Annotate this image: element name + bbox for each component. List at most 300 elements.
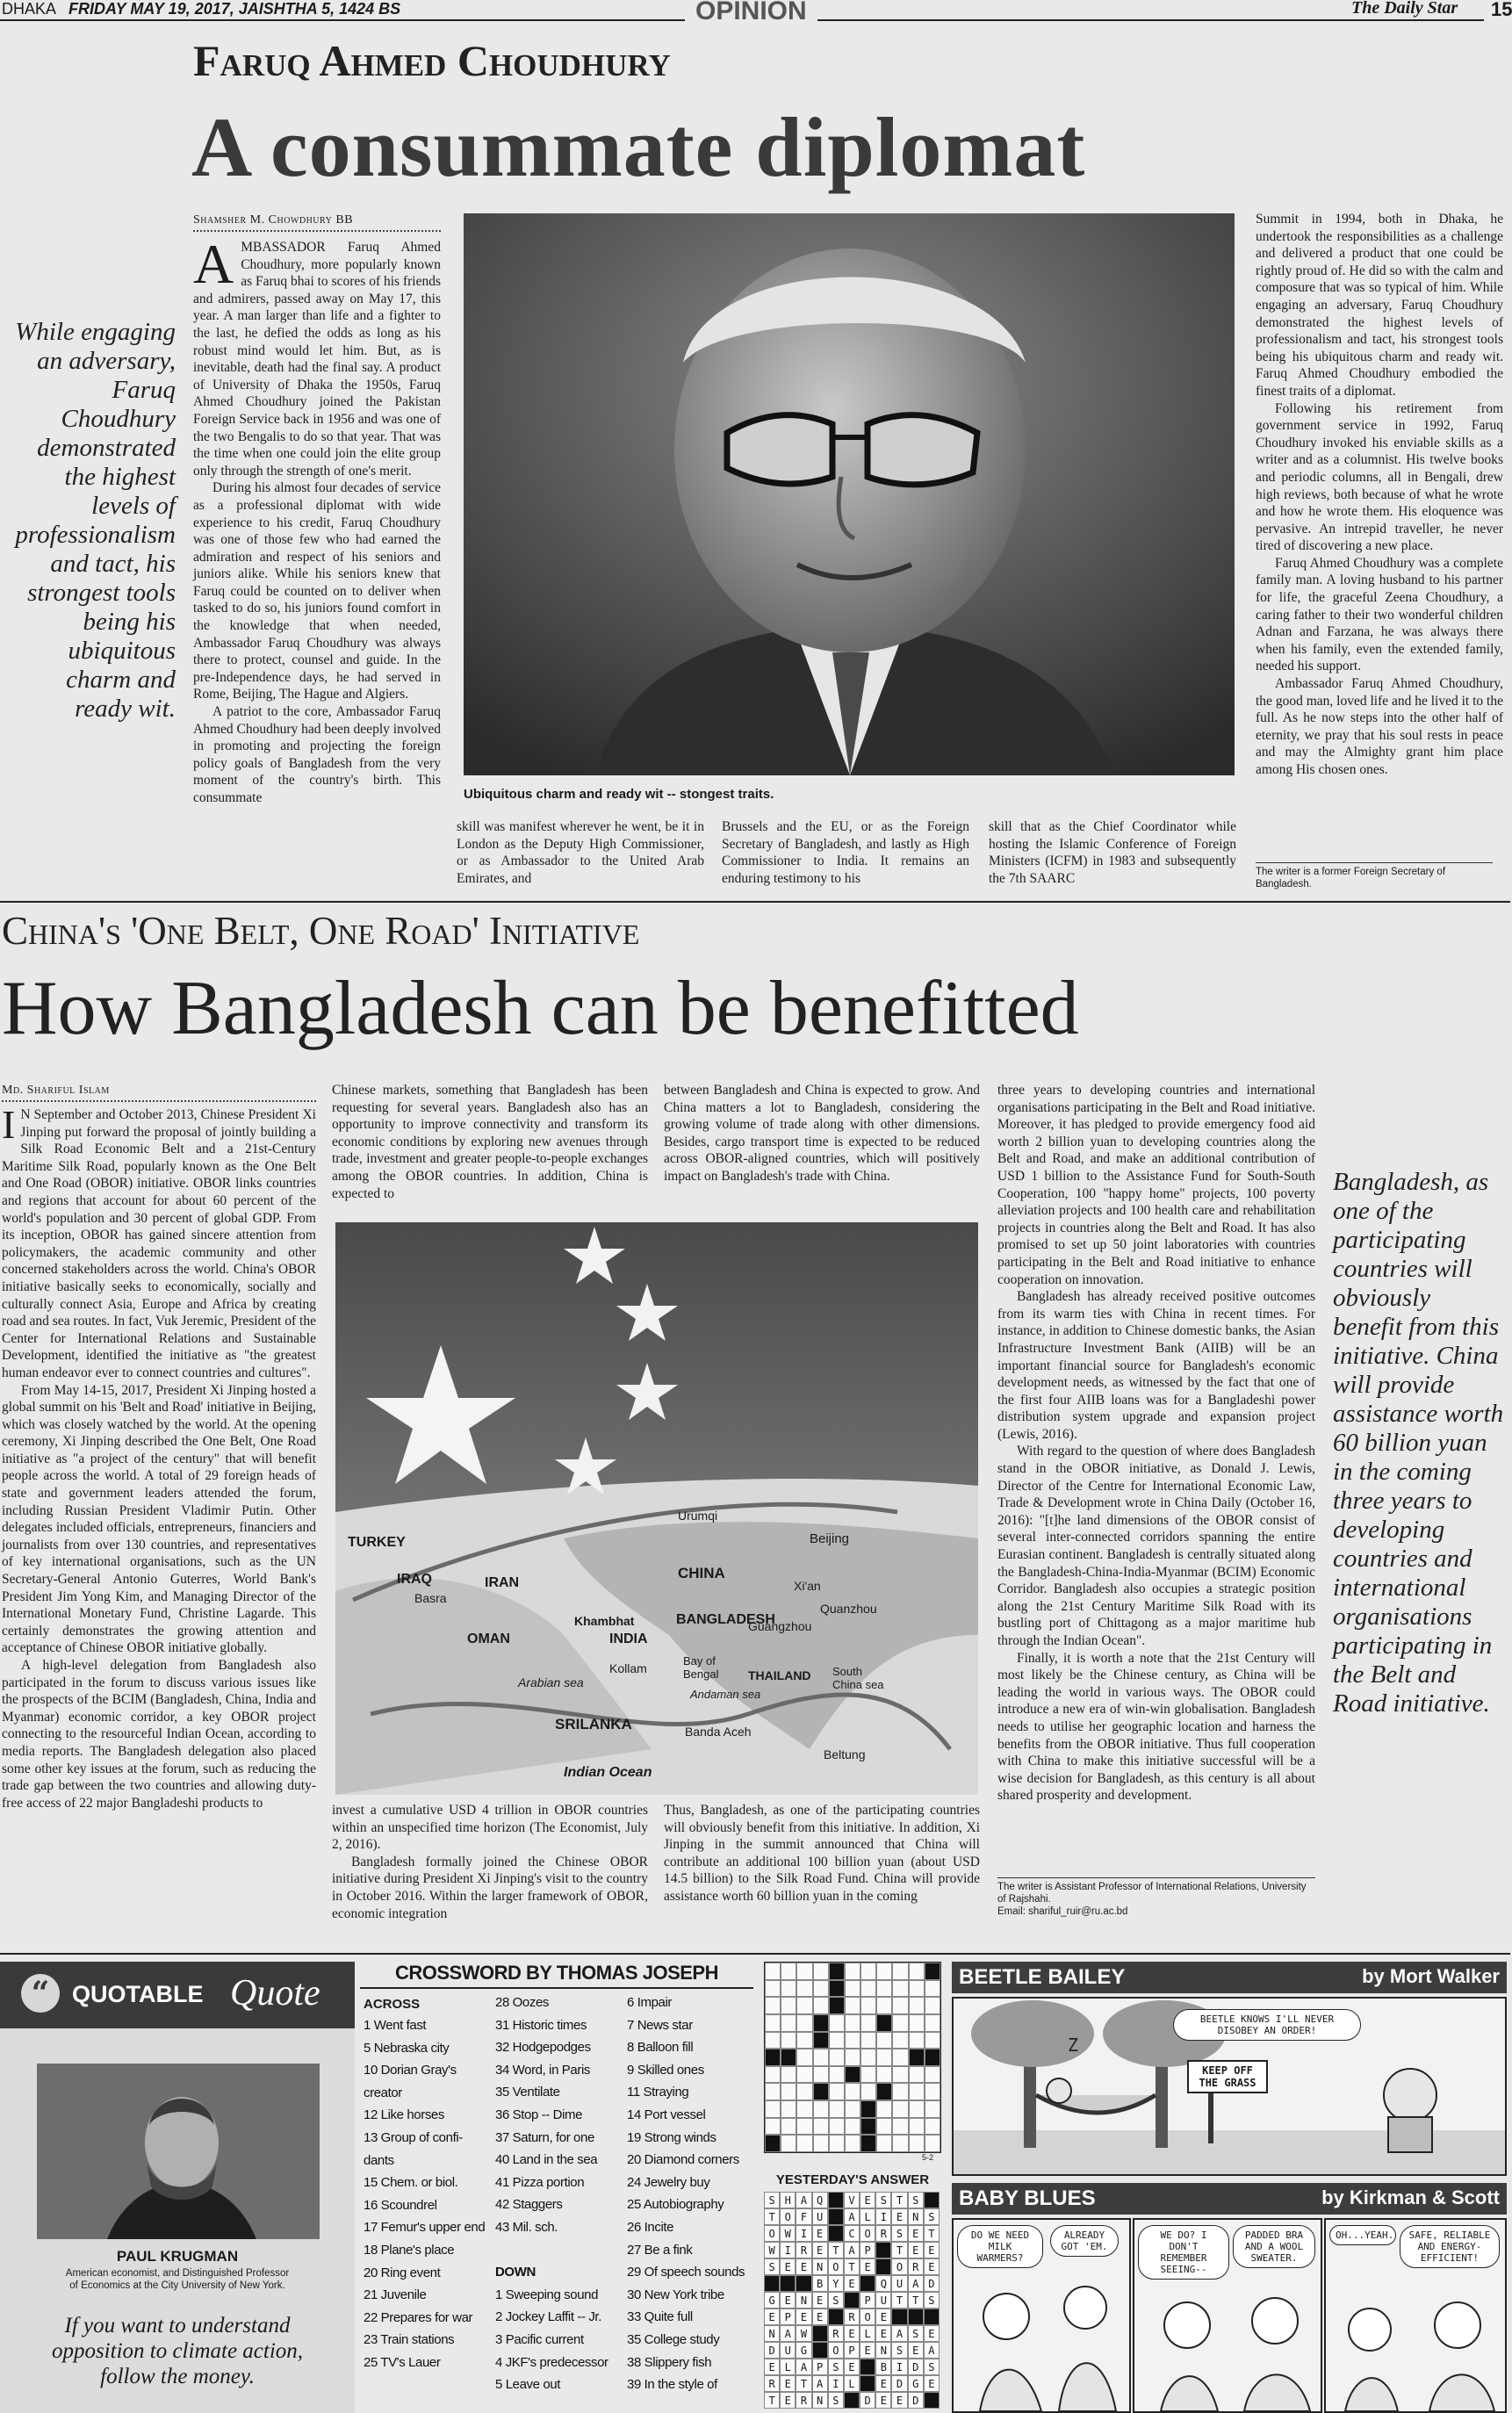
quotable-quote-box <box>0 1962 355 2413</box>
answer-cell: R <box>828 2325 844 2342</box>
answer-cell: U <box>891 2275 907 2292</box>
clue: 33 Quite full <box>627 2309 693 2325</box>
grid-cell[interactable] <box>796 1963 812 1980</box>
grid-cell[interactable] <box>909 2049 925 2066</box>
story1-photo-caption: Ubiquitous charm and ready wit -- stongest traits. <box>464 787 774 802</box>
grid-cell[interactable] <box>829 2032 845 2049</box>
answer-cell <box>908 2309 924 2325</box>
answer-cell <box>875 2242 891 2258</box>
clue: 31 Historic times <box>495 2017 587 2033</box>
grid-cell[interactable] <box>845 1997 860 2014</box>
quote-author-desc: American economist, and Distinguished Professor of Economics at the City University of New York. <box>65 2268 290 2291</box>
crossword-grid-area <box>760 1962 945 2413</box>
quote-text: If you want to understand opposition to climate action, follow the money. <box>51 2314 304 2388</box>
answer-cell: S <box>924 2208 940 2225</box>
answer-cell: E <box>891 2208 907 2225</box>
story2-col4 <box>997 1082 1315 1863</box>
story1-headline: A consummate diplomat <box>191 100 1086 194</box>
clue: 16 Scoundrel <box>364 2197 437 2213</box>
grid-cell[interactable] <box>860 2049 876 2066</box>
answer-cell <box>780 2275 796 2292</box>
answer-cell: L <box>780 2359 796 2375</box>
grid-cell[interactable] <box>845 2032 860 2049</box>
map-label: TURKEY <box>348 1535 406 1550</box>
grid-cell[interactable] <box>765 2083 781 2100</box>
grid-cell[interactable] <box>925 2083 940 2100</box>
obor-map-graphic <box>335 1222 978 1795</box>
grid-cell[interactable] <box>765 2066 781 2084</box>
grid-cell[interactable] <box>892 2014 908 2032</box>
story2-col2b-p2: Bangladesh formally joined the Chinese OBOR initiative during President Xi Jinping's visit to the country in October 2016. Within the larger framework of OBOR, economic integration <box>332 1854 648 1921</box>
grid-cell[interactable] <box>892 2032 908 2049</box>
clue: 35 Ventilate <box>495 2085 560 2100</box>
story2-col3-bottom: Thus, Bangladesh, as one of the participating countries will obviously benefit from this initiative. In addition, Xi Jinping in the summit announced that China will contribute an additional 100 billion yuan (about USD 14.5 billion) to the Silk Road Fund. China will provide assistance worth 60 billion yuan in the coming <box>664 1803 980 1904</box>
section-divider <box>0 901 1510 903</box>
answer-cell: S <box>875 2192 891 2208</box>
grid-cell[interactable] <box>892 2100 908 2118</box>
grid-cell[interactable] <box>845 2066 860 2084</box>
grid-cell[interactable] <box>845 2100 860 2118</box>
grid-cell[interactable] <box>845 2014 860 2032</box>
map-label: Guangzhou <box>748 1619 812 1633</box>
grid-cell[interactable] <box>813 1997 829 2014</box>
answer-cell: P <box>844 2342 860 2359</box>
grid-cell[interactable] <box>925 2118 940 2136</box>
clue: 14 Port vessel <box>627 2107 706 2122</box>
grid-cell[interactable] <box>845 2118 860 2136</box>
clue: 11 Straying <box>627 2085 689 2100</box>
grid-cell[interactable] <box>829 2100 845 2118</box>
grid-cell[interactable] <box>781 1963 796 1980</box>
grid-cell[interactable] <box>925 2049 940 2066</box>
story2-headline: How Bangladesh can be benefitted <box>2 966 1079 1051</box>
page-number: 15 <box>1484 0 1512 21</box>
grid-cell[interactable] <box>813 1980 829 1998</box>
grid-cell[interactable] <box>876 2135 892 2152</box>
story1-col4: skill that as the Chief Coordinator while hosting the Islamic Conference of Foreign Ministers (ICFM) in 1983 and subsequently the 7th SAARC <box>989 819 1236 886</box>
grid-cell[interactable] <box>765 2100 781 2118</box>
grid-cell[interactable] <box>796 2066 812 2084</box>
grid-cell[interactable] <box>925 2032 940 2049</box>
story2-writer-email: Email: shariful_ruir@ru.ac.bd <box>997 1906 1128 1917</box>
answer-cell: E <box>764 2359 780 2375</box>
answer-cell: B <box>812 2275 828 2292</box>
svg-text:Z: Z <box>1068 2035 1079 2056</box>
story1-col2: skill was manifest wherever he went, be it in London as the Deputy High Commissioner, or as Ambassador to the United Arab Emirates, and <box>457 819 704 886</box>
grid-cell[interactable] <box>813 2118 829 2136</box>
grid-cell[interactable] <box>829 2118 845 2136</box>
obor-map <box>335 1222 978 1795</box>
grid-cell[interactable] <box>876 1980 892 1998</box>
grid-cell[interactable] <box>860 2135 876 2152</box>
answer-cell: E <box>844 2275 860 2292</box>
answer-cell: A <box>796 2192 811 2208</box>
map-label: THAILAND <box>748 1668 811 1682</box>
grid-cell[interactable] <box>845 2049 860 2066</box>
answer-cell: U <box>875 2292 891 2309</box>
grid-cell[interactable] <box>845 2135 860 2152</box>
grid-cell[interactable] <box>796 1980 812 1998</box>
answer-cell: F <box>796 2208 811 2225</box>
grid-cell[interactable] <box>860 2100 876 2118</box>
answer-cell: E <box>860 2258 875 2275</box>
story1-pullquote: While engaging an adversary, Faruq Choudhury demonstrated the highest levels of professionalism and tact, his strongest tools being his ubiquitous charm and ready wit. <box>15 318 176 723</box>
map-label: Beltung <box>824 1747 866 1761</box>
grid-cell[interactable] <box>925 2014 940 2032</box>
baby-blues-title: BABY BLUES <box>959 2186 1096 2210</box>
grid-cell[interactable] <box>781 2100 796 2118</box>
crossword-grid[interactable] <box>764 1962 941 2153</box>
grid-cell[interactable] <box>813 2049 829 2066</box>
answer-cell: T <box>764 2392 780 2409</box>
answer-cell: A <box>812 2375 828 2392</box>
answer-cell: E <box>764 2309 780 2325</box>
answer-cell: E <box>924 2325 940 2342</box>
clue: 40 Land in the sea <box>495 2152 598 2168</box>
grid-cell[interactable] <box>925 2100 940 2118</box>
comics <box>952 1962 1510 2413</box>
grid-cell[interactable] <box>925 2135 940 2152</box>
grid-cell[interactable] <box>813 2083 829 2100</box>
answer-cell: E <box>812 2242 828 2258</box>
answer-cell: N <box>796 2292 811 2309</box>
baby-blues-panel-2 <box>1133 2218 1322 2413</box>
answer-cell: O <box>764 2225 780 2242</box>
answer-cell: U <box>780 2342 796 2359</box>
clue: 6 Impair <box>627 1995 672 2010</box>
grid-cell[interactable] <box>829 1980 845 1998</box>
answer-cell: R <box>844 2309 860 2325</box>
answer-cell: N <box>875 2342 891 2359</box>
answer-cell: N <box>764 2325 780 2342</box>
grid-cell[interactable] <box>876 2049 892 2066</box>
grid-cell[interactable] <box>796 2135 812 2152</box>
grid-cell[interactable] <box>765 1963 781 1980</box>
map-label: OMAN <box>467 1631 510 1646</box>
answer-cell <box>924 2392 940 2409</box>
answer-cell: E <box>908 2342 924 2359</box>
grid-cell[interactable] <box>796 2118 812 2136</box>
clue: 35 College study <box>627 2331 720 2347</box>
answer-cell: E <box>908 2225 924 2242</box>
answer-cell: E <box>908 2242 924 2258</box>
grid-cell[interactable] <box>909 2100 925 2118</box>
grid-cell[interactable] <box>845 1963 860 1980</box>
answer-cell <box>844 2392 860 2409</box>
clue: 42 Staggers <box>495 2197 563 2213</box>
answer-cell: A <box>844 2242 860 2258</box>
grid-cell[interactable] <box>876 2118 892 2136</box>
story1-col1-p2: During his almost four decades of service as a professional diplomat with wide experience to his credit, Faruq Choudhury was one of those few who had earned the admiration and respect of his seniors and juniors alike. While his seniors knew that Faruq could be counted on to deliver when tasked to do so, his juniors found comfort in the knowledge that when needed, Ambassador Faruq Choudhury was always there to protect, counsel and guide. In the pre-Independence days, he had served in Rome, Beijing, The Hague and Algiers. <box>193 480 441 702</box>
grid-cell[interactable] <box>909 2032 925 2049</box>
answer-cell: S <box>908 2192 924 2208</box>
answer-cell: E <box>924 2375 940 2392</box>
grid-cell[interactable] <box>860 2066 876 2084</box>
map-label: Basra <box>414 1591 447 1605</box>
grid-cell[interactable] <box>781 1997 796 2014</box>
grid-cell[interactable] <box>781 2066 796 2084</box>
map-label: IRAN <box>485 1575 520 1590</box>
grid-cell[interactable] <box>813 1963 829 1980</box>
answer-cell: S <box>891 2225 907 2242</box>
answer-cell <box>891 2309 907 2325</box>
grid-cell[interactable] <box>781 2135 796 2152</box>
answer-cell <box>828 2192 844 2208</box>
grid-cell[interactable] <box>909 1997 925 2014</box>
answer-cell: T <box>924 2225 940 2242</box>
clue: 22 Prepares for war <box>364 2309 473 2325</box>
grid-cell[interactable] <box>829 1997 845 2014</box>
grid-cell[interactable] <box>860 2083 876 2100</box>
across-clues-col1 <box>364 2014 493 2374</box>
clue: 38 Slippery fish <box>627 2354 712 2370</box>
baby-blues-header <box>952 2183 1507 2215</box>
grid-cell[interactable] <box>860 2118 876 2136</box>
grid-cell[interactable] <box>925 1963 940 1980</box>
answer-cell: N <box>812 2392 828 2409</box>
answer-cell: O <box>780 2208 796 2225</box>
bubble: WE DO? I DON'T REMEMBER SEEING-- <box>1138 2225 1229 2280</box>
grid-cell[interactable] <box>829 2135 845 2152</box>
grid-cell[interactable] <box>781 2049 796 2066</box>
clue: 39 In the style of <box>627 2377 717 2393</box>
grid-cell[interactable] <box>813 2066 829 2084</box>
grid-cell[interactable] <box>860 2014 876 2032</box>
answer-cell: W <box>764 2242 780 2258</box>
story2-writer-note <box>997 1877 1315 1918</box>
story1-col5-p4: Ambassador Faruq Ahmed Choudhury, the good man, loved life and he lived it to the full. As he now steps into the other half of eternity, we pray that his soul rests in peace and may the Almighty grant him place among His chosen ones. <box>1256 676 1503 777</box>
grid-cell[interactable] <box>765 2032 781 2049</box>
grid-cell[interactable] <box>781 2083 796 2100</box>
grid-cell[interactable] <box>765 1997 781 2014</box>
grid-cell[interactable] <box>813 2135 829 2152</box>
map-label: South China sea <box>832 1665 884 1691</box>
grid-cell[interactable] <box>813 2032 829 2049</box>
clue: 23 Train stations <box>364 2332 455 2348</box>
clue: 37 Saturn, for one <box>495 2129 594 2145</box>
grid-cell[interactable] <box>781 2032 796 2049</box>
grid-cell[interactable] <box>892 1963 908 1980</box>
grid-cell[interactable] <box>860 2032 876 2049</box>
grid-cell[interactable] <box>876 2032 892 2049</box>
grid-cell[interactable] <box>845 1980 860 1998</box>
story2-col2-bottom <box>332 1802 648 1922</box>
answer-cell <box>860 2359 875 2375</box>
grid-cell[interactable] <box>796 2083 812 2100</box>
baby-blues-art-2 <box>1134 2220 1321 2411</box>
clue: 9 Skilled ones <box>627 2062 704 2078</box>
grid-cell[interactable] <box>860 1980 876 1998</box>
beetle-bailey-panel <box>952 1997 1507 2176</box>
map-label: CHINA <box>678 1565 725 1581</box>
story1-col5-p3: Faruq Ahmed Choudhury was a complete family man. A loving husband to his partner for life, the graceful Zeena Choudhury, a caring father to their two wonderful children Adnan and Farzana, he was always there when his family, even the extended family, needed his support. <box>1256 555 1503 674</box>
answer-cell: I <box>875 2208 891 2225</box>
story2-col1 <box>2 1102 316 1914</box>
answer-cell: R <box>796 2242 811 2258</box>
answer-cell <box>812 2342 828 2359</box>
grid-cell[interactable] <box>813 2100 829 2118</box>
baby-blues-art-1 <box>954 2220 1129 2411</box>
answer-cell: Q <box>875 2275 891 2292</box>
grid-cell[interactable] <box>796 2049 812 2066</box>
answer-title: YESTERDAY'S ANSWER <box>775 2172 930 2187</box>
grid-cell[interactable] <box>765 2014 781 2032</box>
story2-col1-p2: From May 14-15, 2017, President Xi Jinping hosted a global summit on his 'Belt and Road' initiative in Beijing, which was closely watched by the world. At the opening ceremony, Xi Jinping described the One Belt, One Road initiative as "a project of the century" that will benefit people across the world. A total of 29 foreign heads of state and government leaders attended the forum, including Russian President Vladimir Putin. Other delegates included officials, entrepreneurs, financiers and journalists from over 130 countries, and representatives of key international organisations, such as the UN Secretary-General Antonio Guterres, World Bank's President Jim Yong Kim, and Managing Director of the International Monetary Fund, Christine Lagarde. This certainly demonstrates the growing attention and acceptance of Chinese OBOR initiative globally. <box>2 1382 316 1656</box>
answer-cell: P <box>860 2292 875 2309</box>
grid-cell[interactable] <box>765 1980 781 1998</box>
answer-cell: E <box>875 2309 891 2325</box>
answer-cell: T <box>891 2192 907 2208</box>
grid-cell[interactable] <box>845 2083 860 2100</box>
grid-cell[interactable] <box>829 1963 845 1980</box>
story1-col1 <box>193 233 441 889</box>
baby-blues-art-3 <box>1326 2220 1505 2411</box>
answer-cell: O <box>860 2225 875 2242</box>
grid-cell[interactable] <box>813 2014 829 2032</box>
answer-cell: D <box>764 2342 780 2359</box>
answer-cell: E <box>860 2192 875 2208</box>
masthead <box>0 0 1510 23</box>
grid-cell[interactable] <box>876 2083 892 2100</box>
grid-cell[interactable] <box>925 1980 940 1998</box>
grid-cell[interactable] <box>765 2118 781 2136</box>
answer-cell: S <box>764 2258 780 2275</box>
crossword-clues <box>360 1962 753 2413</box>
grid-cell[interactable] <box>796 2100 812 2118</box>
answer-cell: I <box>828 2375 844 2392</box>
story2-col4-p1: three years to developing countries and international organisations participating in the Belt and Road initiative. Moreover, it has pledged to provide emergency food aid worth 2 billion yuan to developing countries along the Belt and Road, and make an additional contribution of USD 1 billion to the Assistance Fund for South-South Cooperation, 100 "happy home" projects, 100 poverty alleviation projects and 100 health care and rehabilitation projects in countries along the Belt and Road. It has also promised to set up 50 joint laboratories with countries participating in the Belt and Road initiative to enhance cooperation on innovation. <box>997 1083 1315 1287</box>
grid-cell[interactable] <box>765 2135 781 2152</box>
grid-cell[interactable] <box>796 2032 812 2049</box>
grid-cell[interactable] <box>765 2049 781 2066</box>
clue: 2 Jockey Laffit -- Jr. <box>495 2309 601 2325</box>
story2-pullquote: Bangladesh, as one of the participating countries will obviously benefit from this initiative. China will provide assistance worth 60 billion yuan in the coming three years to developing countries and international organisations participating in the Belt and Road initiative. <box>1333 1168 1504 1718</box>
clue: dants <box>364 2152 394 2168</box>
story1-col1-p1: MBASSADOR Faruq Ahmed Choudhury, more popularly known as Faruq bhai to scores of his friends and admirers, passed away on May 17, this year. A man larger than life and a fighter to the last, he defied the odds as long as his robust mind would let him. But, as is inevitable, death had the final say. A product of University of Dhaka the 1950s, Faruq Ahmed Choudhury joined the Pakistan Foreign Service back in 1956 and was one of the two Bengalis to do so that year. That was the time when one could join the elite group only through the strength of one's merit. <box>193 240 441 479</box>
answer-cell: L <box>860 2325 875 2342</box>
answer-cell: E <box>875 2375 891 2392</box>
grid-cell[interactable] <box>892 2066 908 2084</box>
answer-cell: L <box>844 2375 860 2392</box>
answer-cell: W <box>796 2325 811 2342</box>
grid-cell[interactable] <box>860 1997 876 2014</box>
map-label: Xi'an <box>794 1579 821 1593</box>
quote-title-script: Quote <box>230 1973 320 2013</box>
answer-cell <box>924 2309 940 2325</box>
answer-cell: E <box>924 2258 940 2275</box>
grid-cell[interactable] <box>781 2014 796 2032</box>
answer-cell: D <box>924 2275 940 2292</box>
down-label: DOWN <box>495 2265 536 2280</box>
grid-cell[interactable] <box>892 1980 908 1998</box>
answer-cell: S <box>828 2292 844 2309</box>
grid-cell[interactable] <box>876 2066 892 2084</box>
answer-cell: T <box>796 2375 811 2392</box>
answer-cell: E <box>924 2242 940 2258</box>
grid-cell[interactable] <box>909 2014 925 2032</box>
clue: 34 Word, in Paris <box>495 2062 590 2078</box>
story1-kicker: Faruq Ahmed Choudhury <box>193 36 671 85</box>
grid-cell[interactable] <box>892 1997 908 2014</box>
answer-cell: E <box>796 2258 811 2275</box>
answer-cell: S <box>828 2359 844 2375</box>
answer-cell: A <box>891 2325 907 2342</box>
bubble: DO WE NEED MILK WARMERS? <box>957 2225 1043 2268</box>
grid-cell[interactable] <box>892 2135 908 2152</box>
grid-cell[interactable] <box>781 2118 796 2136</box>
grid-cell[interactable] <box>796 2014 812 2032</box>
answer-cell: E <box>812 2309 828 2325</box>
grid-cell[interactable] <box>781 1980 796 1998</box>
grid-cell[interactable] <box>925 1997 940 2014</box>
issue-date: FRIDAY MAY 19, 2017, JAISHTHA 5, 1424 BS <box>68 0 401 18</box>
story1-photo <box>464 213 1235 775</box>
answer-cell: D <box>891 2375 907 2392</box>
answer-cell: H <box>780 2192 796 2208</box>
story2-col1-p1: N September and October 2013, Chinese President Xi Jinping put forward the proposal of jointly building a Silk Road Economic Belt and a 21st-Century Maritime Silk Road, popularly known as the One Belt and One Road (OBOR) initiative. OBOR links countries and regions that account for about 60 percent of the world's population and 30 percent of global GDP. From its inception, OBOR has gained sincere attention from policymakers, the academic community and other concerned stakeholders across the world. China's OBOR initiative basically seeks to economically, socially and culturally connect Asia, Europe and Africa by creating road and sea routes. In fact, Vuk Jeremic, President of the Center for International Relations and Sustainable Development, identified the initiative as "the greatest human endeavor ever to connect countries and cultures". <box>2 1107 316 1380</box>
crossword-title: CROSSWORD BY THOMAS JOSEPH <box>360 1962 753 1989</box>
grid-cell[interactable] <box>909 2135 925 2152</box>
grid-cell[interactable] <box>909 1980 925 1998</box>
grid-cell[interactable] <box>876 2100 892 2118</box>
answer-cell: P <box>860 2242 875 2258</box>
grid-cell[interactable] <box>909 2066 925 2084</box>
grid-cell[interactable] <box>829 2066 845 2084</box>
grid-cell[interactable] <box>876 1997 892 2014</box>
map-label: Khambhat <box>574 1614 635 1628</box>
answer-cell: I <box>780 2242 796 2258</box>
grid-cell[interactable] <box>860 1963 876 1980</box>
map-label: Andaman sea <box>690 1688 761 1701</box>
answer-cell: O <box>891 2258 907 2275</box>
grid-cell[interactable] <box>892 2049 908 2066</box>
grid-cell[interactable] <box>876 1963 892 1980</box>
answer-cell: A <box>844 2208 860 2225</box>
clue: 41 Pizza portion <box>495 2174 585 2190</box>
answer-cell: T <box>891 2292 907 2309</box>
clue: 20 Diamond corners <box>627 2152 739 2168</box>
answer-cell: E <box>860 2342 875 2359</box>
answer-cell: C <box>844 2225 860 2242</box>
grid-cell[interactable] <box>909 1963 925 1980</box>
clue: 19 Strong winds <box>627 2129 716 2145</box>
grid-cell[interactable] <box>909 2083 925 2100</box>
clue: 15 Chem. or biol. <box>364 2175 458 2191</box>
grid-cell[interactable] <box>829 2049 845 2066</box>
grid-cell[interactable] <box>829 2014 845 2032</box>
grid-cell[interactable] <box>925 2066 940 2084</box>
grid-cell[interactable] <box>829 2083 845 2100</box>
answer-cell: R <box>875 2225 891 2242</box>
baby-blues-panel-1 <box>952 2218 1131 2413</box>
beetle-bailey-title: BEETLE BAILEY <box>959 1965 1126 1989</box>
grid-cell[interactable] <box>892 2118 908 2136</box>
answer-cell: U <box>812 2208 828 2225</box>
answer-cell: E <box>796 2309 811 2325</box>
grid-cell[interactable] <box>876 2014 892 2032</box>
map-label: Bay of Bengal <box>683 1654 719 1681</box>
answer-cell: E <box>844 2325 860 2342</box>
clue: 30 New York tribe <box>627 2287 724 2302</box>
grid-cell[interactable] <box>796 1997 812 2014</box>
answer-cell: A <box>780 2325 796 2342</box>
grid-cell[interactable] <box>892 2083 908 2100</box>
grid-cell[interactable] <box>909 2118 925 2136</box>
answer-cell: E <box>780 2375 796 2392</box>
bubble: PADDED BRA AND A WOOL SWEATER. <box>1233 2225 1315 2268</box>
clue: 25 TV's Lauer <box>364 2354 441 2370</box>
clue: 1 Sweeping sound <box>495 2287 599 2302</box>
